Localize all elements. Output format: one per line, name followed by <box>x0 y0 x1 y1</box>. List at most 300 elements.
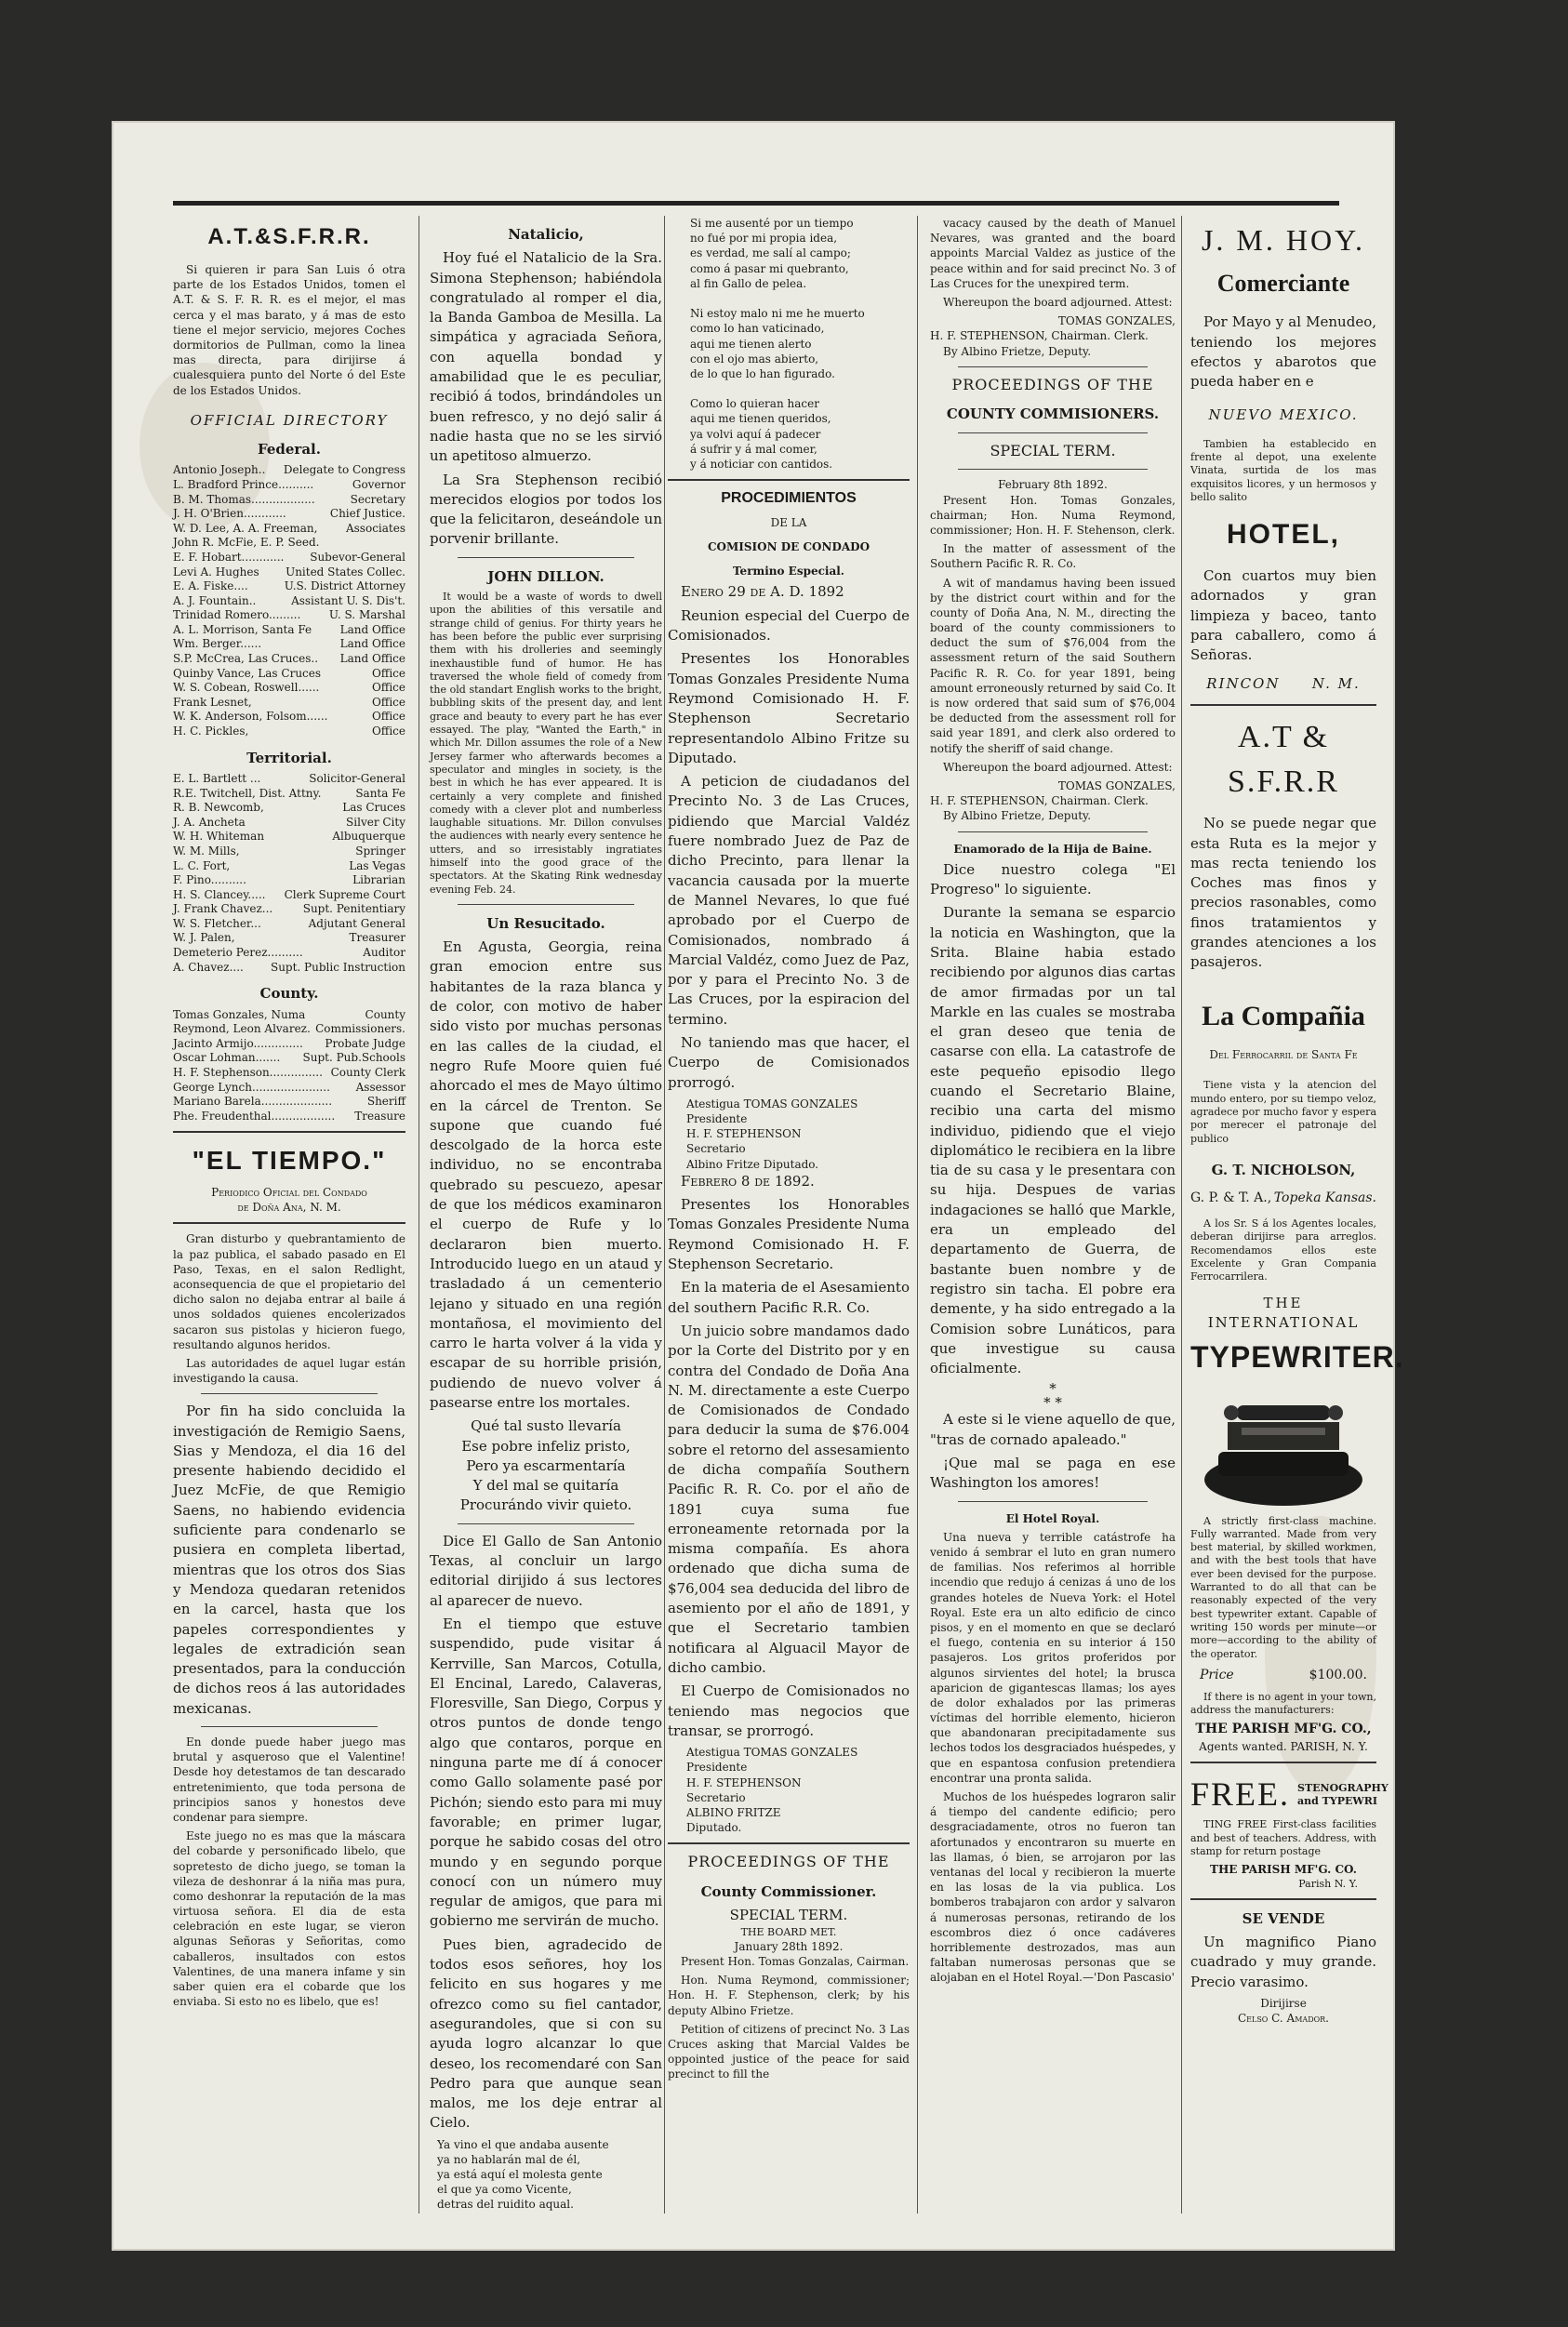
verse-line: ya está aquí el molesta gente <box>437 2168 603 2182</box>
federal-heading: Federal. <box>258 441 321 459</box>
atsf-ad-title: A.T & S.F.R.R <box>1228 719 1339 799</box>
divider <box>958 432 1148 433</box>
directory-office: Springer <box>355 844 405 858</box>
nicholson-line: G. T. NICHOLSON, <box>1211 1161 1356 1178</box>
rincon-line <box>1190 674 1376 694</box>
directory-name: E. F. Hobart............ <box>173 550 285 564</box>
signature-line: Presidente <box>686 1761 748 1775</box>
article-paragraph: Whereupon the board adjourned. Attest: <box>943 295 1173 309</box>
directory-office: Silver City <box>346 815 405 829</box>
proceedings-heading: PROCEEDINGS OF THE <box>687 1853 890 1871</box>
directory-name: Tomas Gonzales, Numa Reymond, Leon Alvarez. <box>173 1007 311 1036</box>
el-tiempo-masthead: "EL TIEMPO." <box>192 1146 387 1176</box>
directory-name: Levi A. Hughes <box>173 565 259 578</box>
directory-row <box>173 594 405 609</box>
directory-name: Wm. Berger...... <box>173 637 262 651</box>
directory-name: R. B. Newcomb, <box>173 801 264 815</box>
divider <box>668 1842 910 1844</box>
directory-office: Secretary <box>350 492 405 506</box>
directory-name: Oscar Lohman....... <box>173 1051 281 1065</box>
atsf-paragraph: Si quieren ir para San Luis ó otra parte de los Estados Unidos, tomen el A.T. & S. F. R. R. es el mejor, el mas cerca y el mas barato, y á mas de esto tiene el mejor servicio, mejores Coches dormitorios de Pullman, como la linea mas directa, para dirijirse á cualesquiera punto del Norte ó del Este de los Estados Unidos. <box>173 263 405 397</box>
typewriter-heading: TYPEWRITER. <box>1190 1340 1404 1375</box>
verse-line: á sufrir y á mal comer, <box>690 442 817 456</box>
article-paragraph: En la materia de el Asesamiento del southern Pacific R.R. Co. <box>668 1279 910 1316</box>
directory-office: Office <box>371 695 405 709</box>
directory-name: A. L. Morrison, Santa Fe <box>173 622 312 636</box>
verse-line: Como lo quieran hacer <box>690 397 819 411</box>
directory-row <box>173 1066 405 1081</box>
dillon-heading: JOHN DILLON. <box>487 567 605 585</box>
article-paragraph: El Cuerpo de Comisionados no teniendo mas negocios que transar, se prorrogó. <box>668 1682 910 1739</box>
enamorado-heading: Enamorado de la Hija de Baine. <box>953 842 1152 856</box>
directory-row <box>173 888 405 903</box>
directory-row <box>173 844 405 859</box>
signature-line: ALBINO FRITZE <box>686 1805 781 1819</box>
directory-name: Mariano Barela.................... <box>173 1095 333 1109</box>
directory-name: F. Pino.......... <box>173 873 246 887</box>
proceedings-heading: PROCEEDINGS OF THE <box>951 375 1154 393</box>
article-paragraph: Present Hon. Tomas Gonzales, chairman; Hon. Numa Reymond, commissioner; Hon. H. F. Stehenson, clerk. <box>930 493 1176 537</box>
article-paragraph: Reunion especial del Cuerpo de Comisionados. <box>668 606 910 645</box>
verse-line: Y del mal se quitaría <box>472 1477 619 1495</box>
typewriter-illustration <box>1200 1387 1367 1508</box>
masthead-subtitle-2: de Doña Ana, N. M. <box>237 1201 341 1215</box>
divider <box>173 1131 405 1133</box>
column-rule <box>917 216 918 2214</box>
parish-ny-line: Parish N. Y. <box>1298 1877 1358 1890</box>
directory-row <box>173 830 405 844</box>
directory-office: Subevor-General <box>310 550 405 564</box>
signature-line: Atestigua TOMAS GONZALES <box>686 1097 858 1110</box>
procedimientos-heading: PROCEDIMIENTOS <box>721 490 857 507</box>
directory-office: County Clerk <box>330 1065 405 1079</box>
column-1 <box>173 216 405 2214</box>
directory-office: Chief Justice. <box>329 507 405 521</box>
divider <box>458 1523 634 1524</box>
divider <box>201 1393 378 1394</box>
divider <box>958 366 1148 367</box>
divider <box>1190 1762 1376 1763</box>
directory-name: B. M. Thomas.................. <box>173 492 315 506</box>
ad-paragraph: Con cuartos muy bien adornados y gran limpieza y baceo, tanto para caballero, como á Señoras. <box>1190 566 1376 664</box>
article-paragraph: Muchos de los huéspedes lograron salir á tiempo del candente edificio; pero desgraciadamente, otros no fueron tan afortunados y encontraron su muerte en las llamas, ó bien, se arrojaron por las ventanas del local y recibieron la muerte en las losas de la via publica. Los bomberos trabajaron con ardor y salvaron á numerosas personas, retirando de los escombros diez ó once cadáveres horriblemente destrozados, mas aun faltaban numerosas personas que se alojaban en el Hotel Royal.—'Don Pascasio' <box>930 1790 1176 1985</box>
directory-name: J. A. Ancheta <box>173 815 246 829</box>
verse-line: de lo que lo han figurado. <box>690 366 835 380</box>
signature-line: H. F. STEPHENSON, Chairman. Clerk. <box>930 794 1149 808</box>
directory-name: H. C. Pickles, <box>173 725 249 738</box>
directory-name: W. K. Anderson, Folsom...... <box>173 710 328 724</box>
directory-name: Antonio Joseph.. <box>173 463 266 477</box>
directory-row <box>173 565 405 580</box>
column-rule <box>664 216 665 2214</box>
directory-office: Clerk Supreme Court <box>284 887 405 901</box>
directory-name: Quinby Vance, Las Cruces <box>173 666 322 680</box>
ad-paragraph: No se puede negar que esta Ruta es la mejor y mas recta teniendo los Coches mas finos y precios rasonables, como finos tratamientos y grandes atenciones a los pasajeros. <box>1190 815 1376 971</box>
directory-office: Office <box>371 710 405 724</box>
directory-row <box>173 1051 405 1066</box>
county-list <box>173 1008 405 1124</box>
directory-office: Office <box>371 666 405 680</box>
hotel-royal-heading: El Hotel Royal. <box>1005 1511 1100 1525</box>
directory-office: Office <box>371 681 405 695</box>
territorial-heading: Territorial. <box>246 749 332 766</box>
directory-row <box>173 1095 405 1110</box>
directory-office: Treasure <box>354 1109 405 1123</box>
divider <box>958 831 1148 832</box>
signature-line: By Albino Frietze, Deputy. <box>943 809 1092 823</box>
article-paragraph: Gran disturbo y quebrantamiento de la paz publica, el sabado pasado en El Paso, Texas, en el salon Redlight, aconsequencia de que el propietario del dicho salon no dejaba entrar al baile á unos soldados quienes encolerizados sacaron sus pistolas y hicieron fuego, resultando algunos heridos. <box>173 1232 405 1351</box>
ad-paragraph: A los Sr. S á los Agentes locales, deberan dirijirse para arreglos. Recomendamos ellos este Excelente y Gran Compania Ferrocarrilera. <box>1190 1217 1376 1283</box>
signature-line: Secretario <box>686 1142 746 1156</box>
official-directory-heading: OFFICIAL DIRECTORY <box>190 411 389 429</box>
divider <box>958 1501 1148 1502</box>
directory-office: Las Cruces <box>342 801 405 815</box>
directory-office: Supt. Public Instruction <box>270 960 405 974</box>
verse-line: Procurándo vivir quieto. <box>459 1496 632 1514</box>
directory-office: Santa Fe <box>355 786 405 800</box>
article-paragraph: It would be a waste of words to dwell upon the abilities of this versatile and strange child of genius. For thirty years he has been before the public ever surprising them with his drolleries and seemingly inexhaustible fund of humor. He has traversed the whole field of comedy from the old standart English works to the bright, bubbling skits of the present day, and lent grace and beauty to every part he has ever essayed. The play, "Wanted the Earth," in which Mr. Dillon assumes the role of a New Jersey farmer who afterwards becomes a speculator and mingles in society, is the best in which he has ever appeared. It is certainly a very complete and finished comedy with a clever plot and numberless laughable situations. Mr. Dillon convulses the audiences with nearly every sentence he utters, and so irresistably ingratiates himself into the good grace of the spectators. At the Skating Rink wednesday evening Feb. 24. <box>430 591 662 896</box>
directory-office: Sheriff <box>366 1095 405 1109</box>
verse-block <box>668 216 910 472</box>
federal-list <box>173 463 405 738</box>
directory-row <box>173 637 405 652</box>
directory-office: Land Office <box>339 622 405 636</box>
directory-name: J. Frank Chavez... <box>173 902 273 916</box>
verse-line: como lo han vaticinado, <box>690 322 825 336</box>
special-term-heading: SPECIAL TERM. <box>729 1907 848 1924</box>
article-paragraph: Un juicio sobre mandamos dado por la Corte del Distrito por y en contra del Condado de Doña Ana N. M. directamente a este Cuerpo de Comisionados de Condado para deducir la suma de $76.004 sobre el retorno del assesamiento de dicha compañía Southern Pacific R. R. Co. por el año de 1891 cuya suma fue erroneamente retornada por la misma compañía. Es ahora ordenado que dicha suma de $76,004 sea deducida del libro de asemiento por el año de 1891, y que el Secretario tambien notificara al Alguacil Mayor de dicho cambio. <box>668 1322 910 1676</box>
article-paragraph: Petition of citizens of precinct No. 3 Las Cruces asking that Marcial Valdes be oppointed justice of the peace for said precinct to fill the <box>668 2022 910 2081</box>
directory-row <box>173 1081 405 1096</box>
directory-name: W. J. Palen, <box>173 931 235 945</box>
article-paragraph: En el tiempo que estuve suspendido, pude visitar á Kerrville, San Marcos, Cotulla, El Encinal, Laredo, Calaveras, Floresville, San Diego, Corpus y otros puntos de donde tengo algo que contaros, porque en ninguna parte me dí á conocer como Gallo solamente pasé por Pichón; siendo esto para mi muy favorable; en primer lugar, porque he sabido cosas del otro mundo y en segundo porque conocí con un número muy regular de amigos, que para mi gobierno me servirán de mucho. <box>430 1615 662 1930</box>
verse-line: aqui me tienen alerto <box>690 337 812 351</box>
article-paragraph: La Sra Stephenson recibió merecidos elogios por todos los que la felicitaron, deseándole un porvenir brillante. <box>430 471 662 548</box>
signature-line: TOMAS GONZALES, <box>1057 778 1176 792</box>
directory-name: A. Chavez.... <box>173 960 244 974</box>
price-label: Price <box>1200 1667 1234 1682</box>
verse-line: Pero ya escarmentaría <box>466 1456 626 1474</box>
article-paragraph: Whereupon the board adjourned. Attest: <box>943 760 1173 774</box>
verse-line: Qué tal susto llevaría <box>471 1417 621 1435</box>
directory-office: Land Office <box>339 652 405 666</box>
ad-paragraph: TING FREE First-class facilities and best of teachers. Address, with stamp for return postage <box>1190 1818 1376 1858</box>
verse-line: no fué por mi propia idea, <box>690 232 838 246</box>
directory-row <box>173 902 405 917</box>
directory-name: A. J. Fountain.. <box>173 593 257 607</box>
directory-row <box>173 1037 405 1052</box>
termino-heading: Termino Especial. <box>733 565 844 578</box>
directory-row <box>173 710 405 725</box>
directory-row <box>173 608 405 623</box>
signature-line: TOMAS GONZALES, <box>1057 314 1176 328</box>
signature-line: H. F. STEPHENSON <box>686 1775 802 1789</box>
directory-office: U.S. District Attorney <box>284 579 405 593</box>
divider <box>458 904 634 905</box>
directory-name: George Lynch...................... <box>173 1080 330 1094</box>
article-paragraph: Hoy fué el Natalicio de la Sra. Simona Stephenson; habiéndola congratulado al romper el dia, la Banda Gamboa de Mesilla. La simpática y agraciada Señora, con aquella bondad y amabilidad que le es peculiar, recibió á todos, brindándoles un buen refresco, y no dejó salir á nadie hasta que no se les sirvió un apetitoso almuerzo. <box>430 249 662 465</box>
verse-line: detras del ruidito aqual. <box>437 2198 574 2212</box>
directory-row <box>173 859 405 874</box>
date-line: Febrero 8 de 1892. <box>681 1172 815 1190</box>
directory-row <box>173 1110 405 1124</box>
ad-paragraph: Tiene vista y la atencion del mundo entero, por su tiempo veloz, agradece por mucho favor y espera por merecer el patronaje del publico <box>1190 1079 1376 1145</box>
divider <box>201 1726 378 1727</box>
directory-office: Librarian <box>352 873 405 887</box>
directory-row <box>173 463 405 478</box>
directory-office: Land Office <box>339 637 405 651</box>
directory-name: E. L. Bartlett ... <box>173 771 261 785</box>
directory-row <box>173 725 405 739</box>
verse-line <box>690 291 910 306</box>
directory-row <box>173 787 405 802</box>
price-line <box>1200 1667 1367 1685</box>
directory-row <box>173 931 405 946</box>
top-rule <box>173 201 1339 206</box>
directory-row <box>173 493 405 508</box>
se-vende-heading: SE VENDE <box>1242 1909 1325 1927</box>
directory-office: Auditor <box>363 946 405 960</box>
atsf-heading: A.T.&S.F.R.R. <box>207 224 371 249</box>
directory-row <box>173 961 405 976</box>
price-value: $100.00. <box>1309 1667 1367 1682</box>
article-paragraph: Durante la semana se esparcio la noticia en Washington, que la Srita. Blaine habia estado recibiendo por algunos dias cartas de amor firmadas por un tal Markle en las cuales se mostraba el gran deseo que tenia de casarse con ella. La catastrofe de este pequeño episodio llego cuando el Secretario Blaine, recibio una carta del mismo individuo, pidiendo que el viejo diplomático le recibiera en la libre tia de su casa y le presentara con su hija. Despues de varias indagaciones se halló que Markle, era un empleado del departamento de Guerra, de bastante buen nombre y de registro sin tacha. El pobre era demente, y ha sido entregado a la Comision sobre Lunáticos, para que investigue su causa oficialmente. <box>930 904 1176 1377</box>
verse-line: con el ojo mas abierto, <box>690 352 819 366</box>
directory-row <box>173 946 405 961</box>
verse-line: el que ya como Vicente, <box>437 2183 572 2197</box>
directory-office: U. S. Marshal <box>328 608 405 622</box>
article-paragraph: A este si le viene aquello de que, "tras de cornado apaleado." <box>930 1411 1176 1448</box>
directory-office: Delegate to Congress <box>283 463 405 477</box>
signature-line: Presidente <box>686 1112 748 1126</box>
divider <box>458 557 634 558</box>
column-4 <box>930 216 1176 2214</box>
verse-line: Ya vino el que andaba ausente <box>437 2137 609 2151</box>
directory-row <box>173 478 405 493</box>
directory-row <box>173 681 405 696</box>
gpta-line <box>1190 1190 1376 1208</box>
directory-name: J. H. O'Brien............ <box>173 507 286 521</box>
divider <box>1190 1898 1376 1900</box>
verse-block <box>430 1416 662 1515</box>
directory-office: Treasurer <box>349 931 405 945</box>
directory-name: S.P. McCrea, Las Cruces.. <box>173 652 319 666</box>
directory-row <box>173 696 405 711</box>
divider <box>1190 704 1376 706</box>
divider <box>173 1222 405 1224</box>
signature-block <box>668 1097 910 1172</box>
article-paragraph: En Agusta, Georgia, reina gran emocion entre sus habitantes de la raza blanca y de color, con motivo de haber sido visto por muchas personas en las calles de la ciudad, el negro Rufe Moore quien fué ahorcado el mes de Mayo último en la cárcel de Trenton. Se supone que cuando fué descolgado de la horca este individuo, no se encontraba quebrado su pescuezo, apesar de que los médicos examinaron el cuerpo de Rufe y lo declararon bien muerto. Introducido luego en un ataud y trasladado á un cementerio lejano y situado en una región montañosa, el movimiento del carro le harta volver á la vida y escapar de su horrible prisión, pudiendo de nuevo volver á pasearse entre los mortales. <box>430 938 662 1411</box>
directory-row <box>173 917 405 932</box>
directory-office: Governor <box>352 477 405 491</box>
verse-line: al fin Gallo de pelea. <box>690 276 807 290</box>
directory-name: E. A. Fiske.... <box>173 579 248 593</box>
directory-name: W. S. Cobean, Roswell...... <box>173 681 320 695</box>
ad-paragraph: A strictly first-class machine. Fully warranted. Made from very best material, by skilled workmen, and with the best tools that have ever been devised for the purpose. Warranted to do all that can be reasonably expected of the very best typewriter extant. Capable of writing 150 words per minute—or more—according to the ability of the operator. <box>1190 1514 1376 1660</box>
directory-office: Office <box>371 725 405 738</box>
article-paragraph: Hon. Numa Reymond, commissioner; Hon. H. F. Stephenson, clerk; by his deputy Albino Frietze. <box>668 1974 910 2017</box>
verse-line: Si me ausenté por un tiempo <box>690 217 854 230</box>
directory-row <box>173 1008 405 1037</box>
article-paragraph: A peticion de ciudadanos del Precinto No. 3 de Las Cruces, pidiendo que Marcial Valdéz fuere nombrado Juez de Paz de dicho Precinto, para llenar la vacancia causada por la muerte de Mannel Nevares, lo que fué aprobado por el Cuerpo de Comisionados, nombrado á Marcial Valdéz, como Juez de Paz, por y para el Precinto No. 3 de Las Cruces, por la espiracion del termino. <box>668 773 910 1028</box>
signature-block <box>668 1745 910 1835</box>
date-line: Enero 29 de A. D. 1892 <box>681 583 844 601</box>
article-paragraph: No taniendo mas que hacer, el Cuerpo de Comisionados prorrogó. <box>668 1034 910 1091</box>
parish-line: THE PARISH MF'G. CO., <box>1195 1722 1372 1737</box>
divider <box>668 479 910 481</box>
signature-line: Albino Fritze Diputado. <box>686 1157 819 1171</box>
directory-office: Albuquerque <box>332 830 405 844</box>
directory-office: Las Vegas <box>349 858 405 872</box>
article-paragraph: Una nueva y terrible catástrofe ha venido á sembrar el luto en gran numero de familias. Nos referimos al horrible incendio que redujo á cenizas á uno de los grandes hoteles de Nueva York: el Hotel Royal. Este era un alto edificio de cinco pisos, y en el momento en que se declaró el fuego, contenia en su interior á 150 pasajeros. Los gritos proferidos por algunos sirvientes del hotel; la brusca aparicion de gigantescas llamas; los ayes de dolor exhalados por las primeras víctimas del horrible elemento, hicieron que abandonaran precipitadamente sus lechos todos los desgraciados huéspedes, y que en espantosa confusion pretendiera encontrar una pronta salida. <box>930 1530 1176 1785</box>
column-5-ads <box>1190 216 1404 2214</box>
directory-row <box>173 579 405 594</box>
directory-row <box>173 507 405 522</box>
natalicio-heading: Natalicio, <box>508 226 584 243</box>
date-line: February 8th 1892. <box>998 478 1108 492</box>
directory-name: H. F. Stephenson............... <box>173 1065 323 1079</box>
verse-line: y á noticiar con cantidos. <box>690 458 833 471</box>
directory-row <box>173 772 405 787</box>
divider <box>958 469 1148 470</box>
hotel-ad-title: HOTEL, <box>1227 519 1340 551</box>
dirijirse-line: Dirijirse <box>1260 1997 1307 2011</box>
verse-line: es verdad, me salí al campo; <box>690 246 851 260</box>
article-paragraph: Presentes los Honorables Tomas Gonzales Presidente Numa Reymond Comisionado H. F. Stephenson Secretario representandolo Albino Fritze su Diputado. <box>668 650 910 766</box>
article-paragraph: ¡Que mal se paga en ese Washington los amores! <box>930 1455 1176 1492</box>
directory-row <box>173 551 405 565</box>
article-paragraph: vacacy caused by the death of Manuel Nevares, was granted and the board appoints Marcial Valdez as justice of the peace within and for said precinct No. 3 of Las Cruces for the unexpired term. <box>930 217 1176 290</box>
directory-row <box>173 623 405 638</box>
directory-name: Demeterio Perez.......... <box>173 946 303 960</box>
verse-line: Ese pobre infeliz pristo, <box>461 1437 631 1455</box>
masthead-subtitle: Periodico Oficial del Condado <box>211 1186 367 1200</box>
directory-name: Phe. Freudenthal.................. <box>173 1109 336 1123</box>
free-line <box>1190 1771 1389 1818</box>
column-3 <box>668 216 910 2214</box>
procedimientos-subheading: DE LA <box>770 515 807 529</box>
directory-row <box>173 522 405 551</box>
directory-office: Associates <box>345 521 405 535</box>
directory-name: W. M. Mills, <box>173 844 240 858</box>
celso-line: Celso C. Amador. <box>1237 2012 1329 2026</box>
parish-line: THE PARISH MF'G. CO. <box>1210 1863 1357 1877</box>
article-paragraph: Dice nuestro colega "El Progreso" lo siguiente. <box>930 860 1176 898</box>
article-paragraph: Este juego no es mas que la máscara del cobarde y personificado libelo, que sopretesto de dicho juego, se toman la vileza de deshonrar á la niña mas pura, como deshonrar la reputación de la mas virtuosa señora. El dia de esta celebración en este lugar, se vieron algunas Señoras y Señoritas, como caballeros, insultados con estos Valentines, de una manera infame y sin saber quien era el cobarde que los enviaba. Si esto no es libelo, que es! <box>173 1829 405 2009</box>
comision-heading: COMISION DE CONDADO <box>707 540 870 554</box>
verse-line: como á pasar mi quebranto, <box>690 261 849 275</box>
verse-block <box>430 2137 662 2213</box>
county-commissioner-heading: County Commissioner. <box>700 1882 877 1900</box>
directory-office: Assistant U. S. Dis't. <box>291 593 405 607</box>
steno-text: STENOGRAPHY and TYPEWRI <box>1297 1781 1389 1807</box>
ad-paragraph: Tambien ha establecido en frente al depot, una exelente Vinata, surtida de los mas exquisitos licores, y un hermosos y bello salito <box>1190 437 1376 504</box>
article-paragraph: A wit of mandamus having been issued by the district court within and for the county of Doña Ana, N. M., directing the board of the county commissioners to deduct the sum of $76,004 from the assessment return of the said Southern Pacific R. R. Co. for year 1891, being amount erroneously returned by said Co. It is now ordered that said sum of $76,004 be deducted from the assessment roll for said year 1891, and clerk also ordered to notify the sheriff of said change. <box>930 576 1176 755</box>
board-met-line: THE BOARD MET. <box>740 1925 837 1938</box>
signature-line: Secretario <box>686 1790 746 1804</box>
directory-row <box>173 801 405 816</box>
signature-line: Atestigua TOMAS GONZALES <box>686 1746 858 1760</box>
article-paragraph: Las autoridades de aquel lugar están investigando la causa. <box>173 1356 405 1386</box>
directory-office: Supt. Penitentiary <box>302 902 405 916</box>
ad-paragraph: If there is no agent in your town, address the manufacturers: <box>1190 1690 1376 1716</box>
directory-name: R.E. Twitchell, Dist. Attny. <box>173 786 322 800</box>
the-line: THE <box>1263 1294 1304 1311</box>
territorial-list <box>173 772 405 975</box>
directory-office: Assessor <box>355 1080 405 1094</box>
signature-line: H. F. STEPHENSON <box>686 1127 802 1141</box>
column-2 <box>430 216 662 2214</box>
column-rule <box>1181 216 1182 2214</box>
directory-office: United States Collec. <box>286 565 405 578</box>
directory-name: H. S. Clancey..... <box>173 887 266 901</box>
directory-office: Adjutant General <box>308 916 405 930</box>
ferrocarril-line: Del Ferrocarril de Santa Fe <box>1209 1048 1358 1062</box>
agents-line: Agents wanted. PARISH, N. Y. <box>1199 1740 1368 1754</box>
directory-name: L. C. Fort, <box>173 858 231 872</box>
newspaper-page <box>112 121 1404 2251</box>
rincon-text: RINCON <box>1206 675 1281 693</box>
verse-line <box>690 381 910 396</box>
ad-paragraph: Un magnifico Piano cuadrado y muy grande. Precio varasimo. <box>1190 1934 1376 1990</box>
directory-office: County Commissioners. <box>315 1007 405 1036</box>
directory-name: L. Bradford Prince.......... <box>173 477 314 491</box>
county-heading: County. <box>259 985 319 1003</box>
signature-line: Diputado. <box>686 1821 742 1835</box>
county-commisioners-heading: COUNTY COMMISIONERS. <box>946 406 1160 423</box>
hoy-ad-title: J. M. HOY. <box>1201 223 1366 257</box>
signature-line: H. F. STEPHENSON, Chairman. Clerk. <box>930 329 1149 343</box>
nuevo-mexico-line: NUEVO MEXICO. <box>1208 406 1359 423</box>
directory-row <box>173 816 405 831</box>
verse-line: ya no hablarán mal de él, <box>437 2152 581 2166</box>
ad-paragraph: Por Mayo y al Menudeo, teniendo los mejores efectos y abarotos que pueda haber en e <box>1190 313 1376 391</box>
asterism: * * * <box>1043 1380 1062 1412</box>
nm-text: N. M. <box>1311 675 1361 693</box>
directory-name: W. D. Lee, A. A. Freeman, John R. McFie, E. P. Seed. <box>173 521 320 550</box>
verse-line: aqui me tienen queridos, <box>690 412 831 426</box>
directory-office: Solicitor-General <box>309 771 405 785</box>
article-paragraph: Presentes los Honorables Tomas Gonzales Presidente Numa Reymond Comisionado H. F. Stephenson Secretario. <box>668 1196 910 1273</box>
date-line: January 28th 1892. <box>734 1939 844 1953</box>
directory-name: W. H. Whiteman <box>173 830 265 844</box>
directory-row <box>173 652 405 667</box>
directory-office: Probate Judge <box>325 1036 405 1050</box>
resucitado-heading: Un Resucitado. <box>486 914 605 932</box>
article-paragraph: En donde puede haber juego mas brutal y asqueroso que el Valentine! Desde hoy detestamos de tan descarado entretenimiento, que toda persona de principios sanos y honestos deve condenar para siempre. <box>173 1735 405 1824</box>
directory-name: Trinidad Romero......... <box>173 608 301 622</box>
directory-name: Frank Lesnet, <box>173 695 252 709</box>
article-paragraph: Por fin ha sido concluida la investigación de Remigio Saens, Sias y Mendoza, el dia 16 del presente habiendo decidido el Juez McFie, de que Remigio Saens, no habiendo evidencia suficiente para condenarlo se pusiera en completa libertad, mientras que los otros dos Sias y Mendoza quedaran retenidos en la carcel, hasta que los papeles correspondientes y legales de extradición sean presentados, para la conducción de dichos reos á las autoridades mexicanas. <box>173 1403 405 1717</box>
topeka-text: Topeka Kansas. <box>1273 1190 1376 1206</box>
comerciante-heading: Comerciante <box>1216 270 1350 298</box>
verse-line: Ni estoy malo ni me he muerto <box>690 307 865 321</box>
free-heading: FREE. <box>1190 1775 1291 1814</box>
international-line: INTERNATIONAL <box>1207 1313 1360 1331</box>
directory-row <box>173 873 405 888</box>
article-paragraph: Pues bien, agradecido de todos esos señores, hoy los felicito en sus hogares y me ofrezco como su fiel cantador, asegurandoles, que si con su ayuda logro alcanzar lo que deseo, los recomendaré con San Pedro para que aunque sean malos, me los deje entrar al Cielo. <box>430 1935 662 2132</box>
directory-name: W. S. Fletcher... <box>173 916 261 930</box>
directory-row <box>173 667 405 682</box>
verse-line: ya volvi aquí á padecer <box>690 427 821 441</box>
directory-name: Jacinto Armijo.............. <box>173 1036 303 1050</box>
article-paragraph: In the matter of assessment of the Southern Pacific R. R. Co. <box>930 542 1176 571</box>
article-paragraph: Dice El Gallo de San Antonio Texas, al concluir un largo editorial dirijido á sus lectores al aparecer de nuevo. <box>430 1532 662 1609</box>
special-term-heading: SPECIAL TERM. <box>990 441 1116 459</box>
directory-office: Supt. Pub.Schools <box>302 1051 405 1065</box>
gpta-text: G. P. & T. A., <box>1190 1190 1272 1206</box>
article-paragraph: Present Hon. Tomas Gonzalas, Cairman. <box>681 1955 910 1969</box>
